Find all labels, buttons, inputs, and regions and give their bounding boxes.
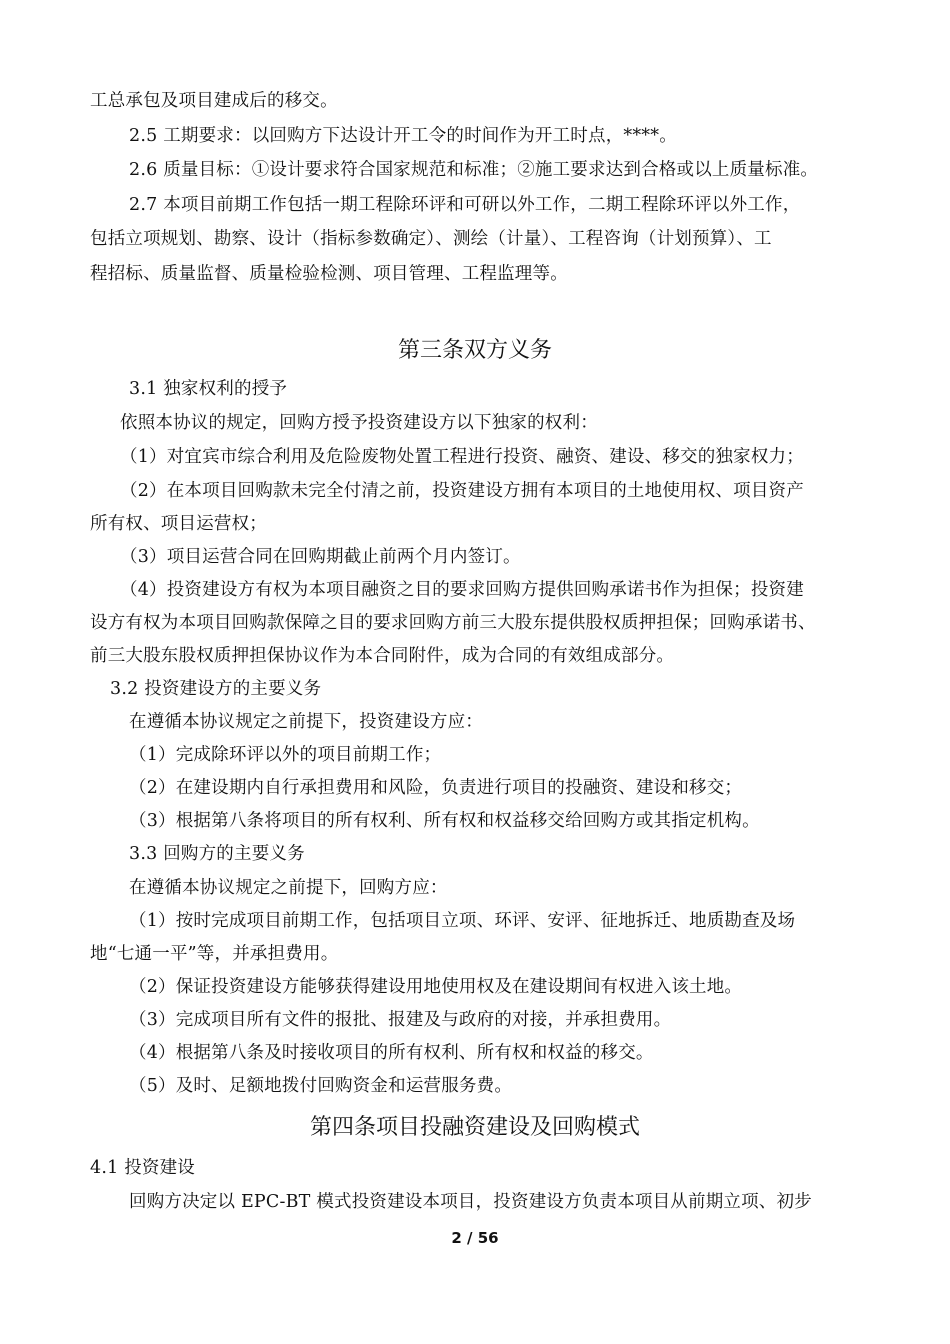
subsection-heading: 3.3 回购方的主要义务	[129, 844, 305, 864]
paragraph-line: 2.7 本项目前期工作包括一期工程除环评和可研以外工作，二期工程除环评以外工作，	[129, 195, 801, 215]
list-item: （3）完成项目所有文件的报批、报建及与政府的对接，并承担费用。	[129, 1010, 672, 1030]
list-item: （4）投资建设方有权为本项目融资之目的要求回购方提供回购承诺书作为担保；投资建	[120, 580, 804, 600]
paragraph-line: 依照本协议的规定，回购方授予投资建设方以下独家的权利：	[120, 413, 598, 433]
paragraph-line: 地“七通一平”等，并承担费用。	[90, 944, 339, 964]
section-heading-3: 第三条双方义务	[397, 338, 552, 363]
paragraph-line: 包括立项规划、勘察、设计（指标参数确定）、测绘（计量）、工程咨询（计划预算）、工	[90, 229, 772, 249]
list-item: （2）保证投资建设方能够获得建设用地使用权及在建设期间有权进入该土地。	[129, 977, 743, 997]
subsection-heading: 3.2 投资建设方的主要义务	[110, 679, 322, 699]
paragraph-line: 程招标、质量监督、质量检验检测、项目管理、工程监理等。	[90, 264, 568, 284]
paragraph-line: 2.5 工期要求：以回购方下达设计开工令的时间作为开工时点，****。	[129, 126, 677, 146]
paragraph-line: 前三大股东股权质押担保协议作为本合同附件，成为合同的有效组成部分。	[90, 646, 675, 666]
list-item: （4）根据第八条及时接收项目的所有权利、所有权和权益的移交。	[129, 1043, 654, 1063]
list-item: （1）按时完成项目前期工作，包括项目立项、环评、安评、征地拆迁、地质勘查及场	[129, 911, 796, 931]
paragraph-line: 在遵循本协议规定之前提下，投资建设方应：	[129, 712, 483, 732]
subsection-heading: 3.1 独家权利的授予	[129, 379, 288, 399]
paragraph-line: 所有权、项目运营权；	[90, 514, 267, 534]
page-number: 2 / 56	[451, 1229, 499, 1247]
paragraph-line: 设方有权为本项目回购款保障之目的要求回购方前三大股东提供股权质押担保；回购承诺书、	[90, 613, 816, 633]
paragraph-line: 回购方决定以 EPC-BT 模式投资建设本项目，投资建设方负责本项目从前期立项、初步	[129, 1192, 812, 1212]
list-item: （1）完成除环评以外的项目前期工作；	[129, 745, 442, 765]
list-item: （3）项目运营合同在回购期截止前两个月内签订。	[120, 547, 521, 567]
list-item: （2）在本项目回购款未完全付清之前，投资建设方拥有本项目的土地使用权、项目资产	[120, 481, 804, 501]
list-item: （3）根据第八条将项目的所有权利、所有权和权益移交给回购方或其指定机构。	[129, 811, 760, 831]
list-item: （2）在建设期内自行承担费用和风险，负责进行项目的投融资、建设和移交；	[129, 778, 743, 798]
paragraph-line: 在遵循本协议规定之前提下，回购方应：	[129, 878, 448, 898]
list-item: （5）及时、足额地拨付回购资金和运营服务费。	[129, 1076, 513, 1096]
list-item: （1）对宜宾市综合利用及危险废物处置工程进行投资、融资、建设、移交的独家权力；	[120, 447, 804, 467]
paragraph-line: 工总承包及项目建成后的移交。	[90, 91, 338, 111]
paragraph-line: 2.6 质量目标：①设计要求符合国家规范和标准；②施工要求达到合格或以上质量标准。	[129, 160, 819, 180]
section-heading-4: 第四条项目投融资建设及回购模式	[309, 1115, 640, 1140]
subsection-heading: 4.1 投资建设	[90, 1158, 195, 1178]
